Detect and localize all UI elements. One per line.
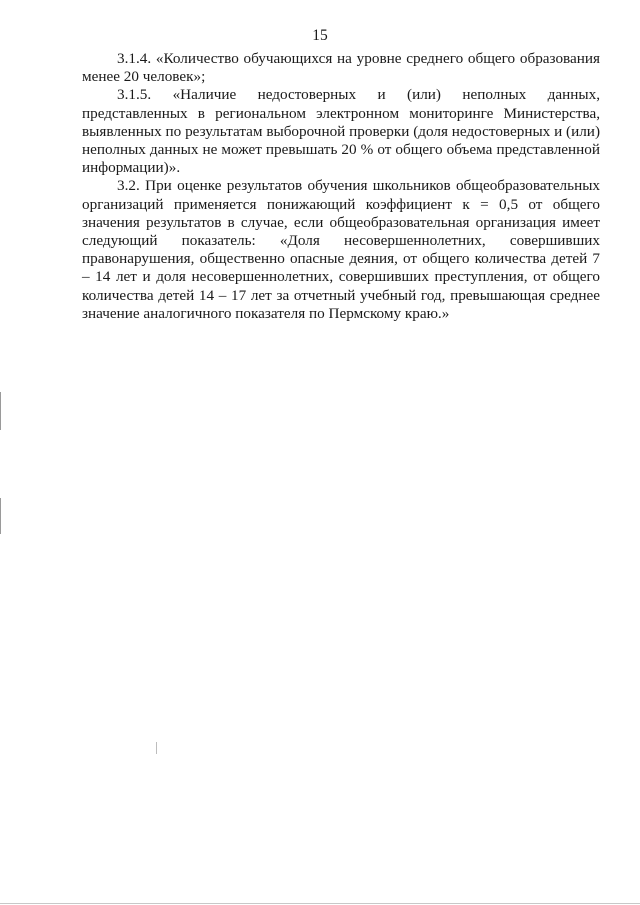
document-body [82,50,600,323]
scan-artifact-mark [0,392,1,430]
paragraph-3-1-5: 3.1.5. «Наличие недостоверных и (или) неполных данных, представленных в региональном электронном мониторинге Министерства, выявленных по результатам выборочной проверки (доля недостоверных и (или) неполных данных не может превышать 20 % от общего объема представленной информации)». [82,86,600,177]
paragraph-3-2: 3.2. При оценке результатов обучения школьников общеобразовательных организаций применяется понижающий коэффициент к = 0,5 от общего значения результатов в случае, если общеобразовательная организация имеет следующий показатель: «Доля несовершеннолетних, совершивших правонарушения, общественно опасные деяния, от общего количества детей 7 – 14 лет и доля несовершеннолетних, совершивших преступления, от общего количества детей 14 – 17 лет за отчетный учебный год, превышающая среднее значение аналогичного показателя по Пермскому краю.» [82,177,600,322]
paragraph-3-1-4: 3.1.4. «Количество обучающихся на уровне среднего общего образования менее 20 человек»; [82,50,600,86]
scan-artifact-dot [156,742,157,754]
page-bottom-edge [0,903,640,904]
scan-artifact-mark [0,498,1,534]
page-number: 15 [312,27,328,44]
